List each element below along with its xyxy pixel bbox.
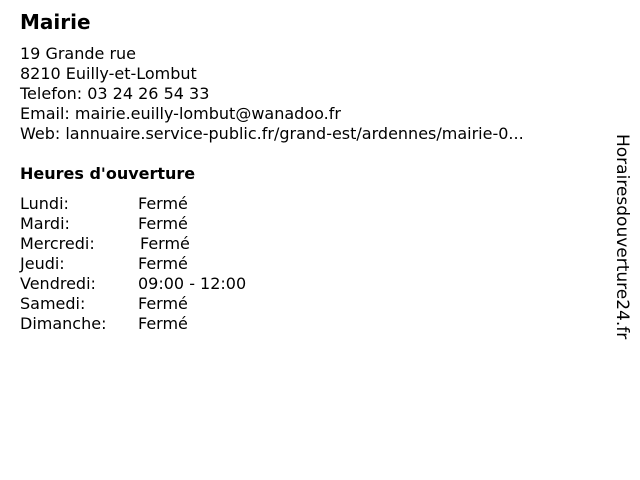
- day-label: Lundi:: [20, 194, 69, 213]
- day-hours: 09:00 - 12:00: [138, 274, 247, 293]
- day-label: Mardi:: [20, 214, 70, 233]
- day-hours: Fermé: [138, 294, 188, 313]
- address-block: [20, 44, 524, 144]
- day-label: Jeudi:: [20, 254, 65, 273]
- day-hours: Fermé: [140, 234, 190, 253]
- email-address: Email: mairie.euilly-lombut@wanadoo.fr: [20, 104, 341, 123]
- street-address: 19 Grande rue: [20, 44, 137, 63]
- day-label: Samedi:: [20, 294, 86, 313]
- phone-number: Telefon: 03 24 26 54 33: [20, 84, 210, 103]
- page-title: Mairie: [20, 10, 91, 34]
- day-hours: Fermé: [138, 254, 188, 273]
- day-hours: Fermé: [138, 214, 188, 233]
- day-label: Mercredi:: [20, 234, 95, 253]
- day-hours: Fermé: [138, 314, 188, 333]
- site-watermark: Horairesdouverture24.fr: [612, 134, 632, 340]
- day-hours: Fermé: [138, 194, 188, 213]
- hours-heading: Heures d'ouverture: [20, 164, 196, 183]
- city-address: 8210 Euilly-et-Lombut: [20, 64, 197, 83]
- day-label: Dimanche:: [20, 314, 107, 333]
- day-label: Vendredi:: [20, 274, 96, 293]
- website-url: Web: lannuaire.service-public.fr/grand-est/ardennes/mairie-0...: [20, 124, 524, 143]
